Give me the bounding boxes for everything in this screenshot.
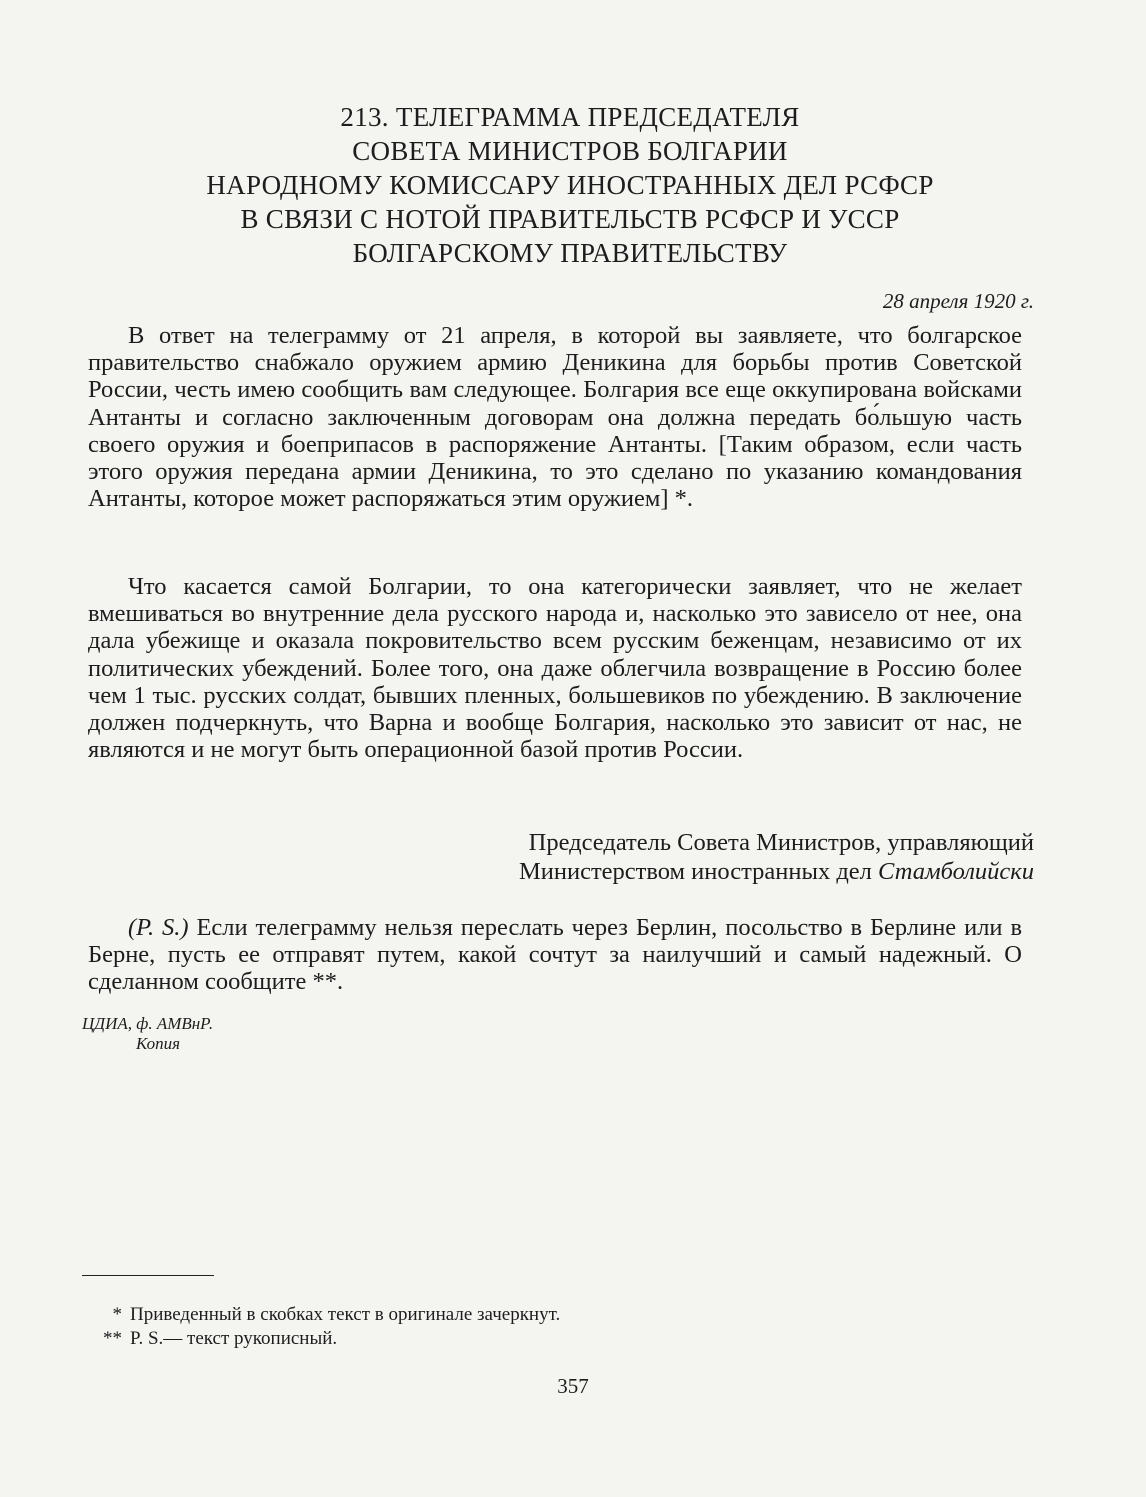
postscript-text bbox=[88, 914, 1022, 996]
document-title bbox=[120, 100, 1020, 270]
page-number: 357 bbox=[557, 1374, 589, 1398]
footnote-mark: * bbox=[112, 1304, 122, 1325]
archive-copy-note: Копия bbox=[136, 1034, 181, 1053]
archive-source bbox=[82, 1014, 213, 1054]
paragraph-text: В ответ на телеграмму от 21 апреля, в которой вы заявляете, что болгарское правительство снабжало оружием армию Деникина для борьбы против Советской России, честь имею сообщить вам следующее. Болгария все еще оккупирована войсками Антанты и согласно заключенным договорам она должна передать бо́льшую часть своего оружия и боеприпасов в распоряжение Антанты. [Таким образом, если часть этого оружия передана армии Деникина, то это сделано по указанию командования Антанты, которое может распоряжаться этим оружием] *. bbox=[88, 322, 1022, 513]
footnotes bbox=[103, 1303, 561, 1351]
paragraph-1 bbox=[88, 322, 1022, 512]
title-line: СОВЕТА МИНИСТРОВ БОЛГАРИИ bbox=[352, 136, 788, 166]
footnote-item bbox=[103, 1327, 560, 1351]
footnote-text: Приведенный в скобках текст в оригинале зачеркнут. bbox=[130, 1304, 561, 1325]
postscript-body: Если телеграмму нельзя переслать через Берлин, посольство в Берлине или в Берне, пусть ее отправят путем, какой сочтут за наилучший и самый надежный. О сделанном сообщите **. bbox=[88, 914, 1023, 996]
footnote-mark: ** bbox=[103, 1328, 122, 1349]
postscript bbox=[88, 914, 1022, 996]
document-date: 28 апреля 1920 г. bbox=[882, 289, 1034, 313]
signature-name: Стамболийски bbox=[878, 858, 1034, 885]
paragraph-text: Что касается самой Болгарии, то она категорически заявляет, что не желает вмешиваться во внутренние дела русского народа и, насколько это зависело от нее, она дала убежище и оказала покровительство всем русским беженцам, независимо от их политических убеждений. Более того, она даже облегчила возвращение в Россию более чем 1 тыс. русских солдат, бывших пленных, большевиков по убеждению. В заключение должен подчеркнуть, что Варна и вообще Болгария, насколько это зависит от нас, не являются и не могут быть операционной базой против России. bbox=[88, 573, 1022, 764]
footnote-item bbox=[112, 1303, 561, 1327]
footnote-text: P. S.— текст рукописный. bbox=[130, 1328, 338, 1349]
title-line: 213. ТЕЛЕГРАММА ПРЕДСЕДАТЕЛЯ bbox=[340, 102, 800, 132]
footnote-divider bbox=[82, 1275, 214, 1276]
archive-reference: ЦДИА, ф. АМВнР. bbox=[82, 1014, 214, 1033]
title-line: НАРОДНОМУ КОМИССАРУ ИНОСТРАННЫХ ДЕЛ РСФСР bbox=[206, 170, 934, 200]
signature-office: Министерством иностранных дел bbox=[518, 858, 872, 885]
title-line: В СВЯЗИ С НОТОЙ ПРАВИТЕЛЬСТВ РСФСР И УССР bbox=[240, 204, 900, 234]
signature-block bbox=[519, 828, 1034, 886]
postscript-label: (P. S.) bbox=[128, 914, 189, 941]
signature-title: Председатель Совета Министров, управляющий bbox=[528, 829, 1034, 856]
signature-title-2 bbox=[519, 857, 1034, 886]
paragraph-2 bbox=[88, 573, 1022, 763]
title-line: БОЛГАРСКОМУ ПРАВИТЕЛЬСТВУ bbox=[352, 238, 788, 268]
